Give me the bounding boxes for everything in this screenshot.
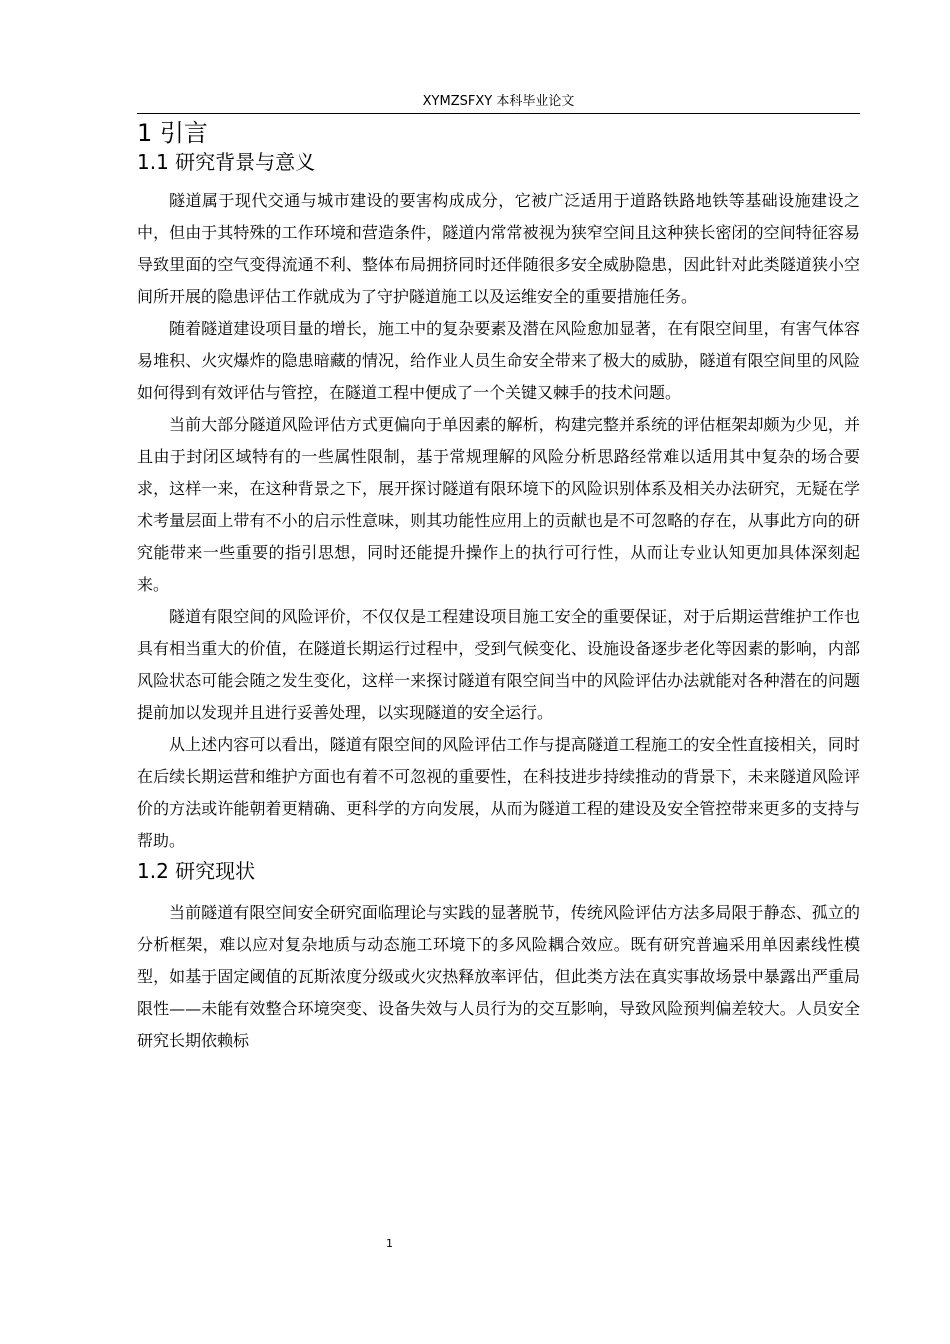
section-title-status: 1.2 研究现状 [137, 859, 256, 883]
paragraph: 随着隧道建设项目量的增长，施工中的复杂要素及潜在风险愈加显著，在有限空间里，有害气体容易堆积、火灾爆炸的隐患暗藏的情况，给作业人员生命安全带来了极大的威胁，隧道有限空间里的风险如何得到有效评估与管控，在隧道工程中便成了一个关键又棘手的技术问题。 [137, 319, 860, 402]
page-number: 1 [386, 1237, 393, 1250]
section-body-background [137, 185, 860, 857]
chapter-title: 1 引言 [137, 119, 208, 147]
paragraph: 当前隧道有限空间安全研究面临理论与实践的显著脱节，传统风险评估方法多局限于静态、孤立的分析框架，难以应对复杂地质与动态施工环境下的多风险耦合效应。既有研究普遍采用单因素线性模型，如基于固定阈值的瓦斯浓度分级或火灾热释放率评估，但此类方法在真实事故场景中暴露出严重局限性——未能有效整合环境突变、设备失效与人员行为的交互影响，导致风险预判偏差较大。人员安全研究长期依赖标 [137, 903, 860, 1050]
paragraph: 当前大部分隧道风险评估方式更偏向于单因素的解析，构建完整并系统的评估框架却颇为少见，并且由于封闭区域特有的一些属性限制，基于常规理解的风险分析思路经常难以适用其中复杂的场合要求，这样一来，在这种背景之下，展开探讨隧道有限环境下的风险识别体系及相关办法研究，无疑在学术考量层面上带有不小的启示性意味，则其功能性应用上的贡献也是不可忽略的存在，从事此方向的研究能带来一些重要的指引思想，同时还能提升操作上的执行可行性，从而让专业认知更加具体深刻起来。 [137, 415, 860, 594]
section-body-status [137, 897, 860, 1057]
paragraph: 从上述内容可以看出，隧道有限空间的风险评估工作与提高隧道工程施工的安全性直接相关，同时在后续长期运营和维护方面也有着不可忽视的重要性，在科技进步持续推动的背景下，未来隧道风险评价的方法或许能朝着更精确、更科学的方向发展，从而为隧道工程的建设及安全管控带来更多的支持与帮助。 [137, 735, 860, 850]
document-body [137, 118, 860, 1057]
section-title-background: 1.1 研究背景与意义 [137, 150, 316, 174]
paragraph: 隧道有限空间的风险评价，不仅仅是工程建设项目施工安全的重要保证，对于后期运营维护工作也具有相当重大的价值，在隧道长期运行过程中，受到气候变化、设施设备逐步老化等因素的影响，内部风险状态可能会随之发生变化，这样一来探讨隧道有限空间当中的风险评估办法就能对各种潜在的问题提前加以发现并且进行妥善处理，以实现隧道的安全运行。 [137, 607, 860, 722]
paragraph: 隧道属于现代交通与城市建设的要害构成成分，它被广泛适用于道路铁路地铁等基础设施建设之中，但由于其特殊的工作环境和营造条件，隧道内常常被视为狭窄空间且这种狭长密闭的空间特征容易导致里面的空气变得流通不利、整体布局拥挤同时还伴随很多安全威胁隐患，因此针对此类隧道狭小空间所开展的隐患评估工作就成为了守护隧道施工以及运维安全的重要措施任务。 [137, 191, 860, 306]
page-header: XYMZSFXY 本科毕业论文 [422, 94, 575, 109]
header-rule [137, 113, 860, 114]
